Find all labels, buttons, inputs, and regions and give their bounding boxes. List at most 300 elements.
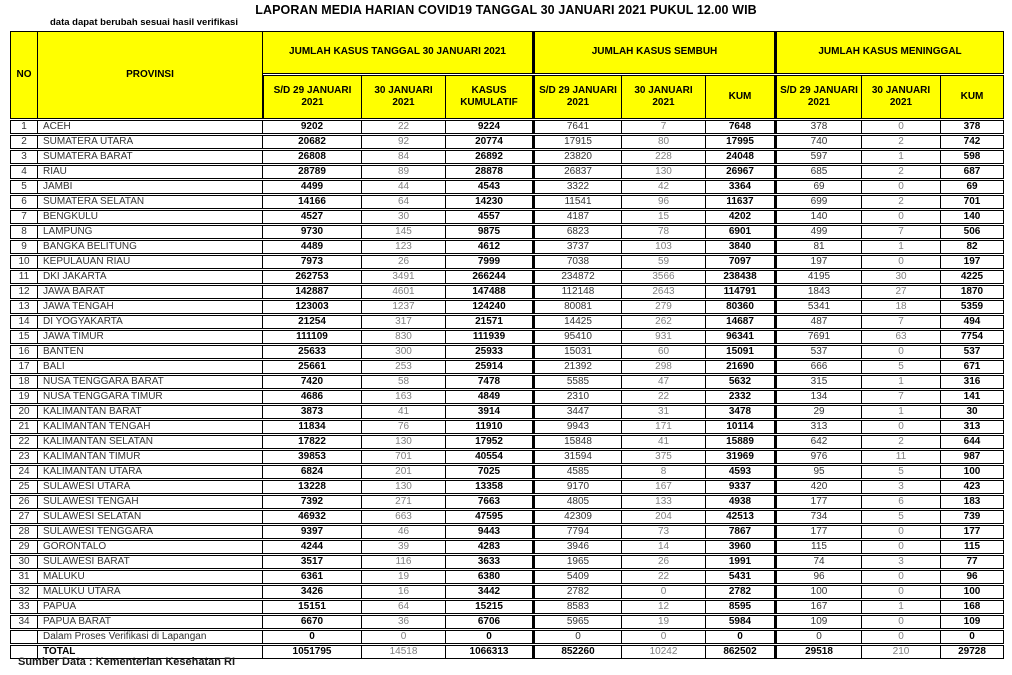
province-name: BENGKULU (38, 210, 263, 224)
header-meninggal-kum: KUM (941, 75, 1004, 119)
meninggal-30jan: 2 (862, 435, 941, 449)
meninggal-sd29: 115 (775, 540, 862, 554)
header-kasus-30jan: 30 JANUARI 2021 (362, 75, 446, 119)
meninggal-sd29: 313 (775, 420, 862, 434)
sembuh-30jan: 228 (622, 150, 706, 164)
sembuh-30jan: 12 (622, 600, 706, 614)
sembuh-kum: 15091 (706, 345, 775, 359)
kasus-30jan: 76 (362, 420, 446, 434)
sembuh-sd29: 7641 (533, 120, 622, 134)
verification-note: data dapat berubah sesuai hasil verifikasi (50, 17, 238, 28)
meninggal-30jan: 18 (862, 300, 941, 314)
province-name: KEPULAUAN RIAU (38, 255, 263, 269)
kasus-kumulatif: 4849 (446, 390, 533, 404)
sembuh-kum: 3840 (706, 240, 775, 254)
sembuh-sd29: 15031 (533, 345, 622, 359)
kasus-sd29: 13228 (263, 480, 362, 494)
table-row (10, 195, 1004, 209)
meninggal-sd29: 197 (775, 255, 862, 269)
province-name: JAWA BARAT (38, 285, 263, 299)
table-header (10, 31, 1004, 119)
meninggal-sd29: 0 (775, 630, 862, 644)
meninggal-kum: 109 (941, 615, 1004, 629)
meninggal-kum: 183 (941, 495, 1004, 509)
kasus-30jan: 46 (362, 525, 446, 539)
sembuh-kum: 10114 (706, 420, 775, 434)
meninggal-sd29: 537 (775, 345, 862, 359)
province-name: GORONTALO (38, 540, 263, 554)
meninggal-sd29: 487 (775, 315, 862, 329)
table-row (10, 300, 1004, 314)
meninggal-kum: 1870 (941, 285, 1004, 299)
province-name: SULAWESI BARAT (38, 555, 263, 569)
meninggal-30jan: 0 (862, 345, 941, 359)
sembuh-sd29: 3737 (533, 240, 622, 254)
kasus-kumulatif: 4557 (446, 210, 533, 224)
header-group-row (10, 31, 1004, 74)
meninggal-sd29: 81 (775, 240, 862, 254)
header-sembuh-sd29: S/D 29 JANUARI 2021 (533, 75, 622, 119)
sembuh-kum: 5984 (706, 615, 775, 629)
sembuh-kum: 96341 (706, 330, 775, 344)
sembuh-kum: 3960 (706, 540, 775, 554)
sembuh-30jan: 133 (622, 495, 706, 509)
province-name: SULAWESI TENGGARA (38, 525, 263, 539)
kasus-kumulatif: 9875 (446, 225, 533, 239)
sembuh-kum: 4938 (706, 495, 775, 509)
sembuh-30jan: 171 (622, 420, 706, 434)
meninggal-30jan: 210 (862, 645, 941, 659)
kasus-kumulatif: 40554 (446, 450, 533, 464)
table-row (10, 165, 1004, 179)
kasus-sd29: 111109 (263, 330, 362, 344)
row-number: 2 (10, 135, 38, 149)
meninggal-30jan: 7 (862, 315, 941, 329)
meninggal-30jan: 27 (862, 285, 941, 299)
sembuh-kum: 24048 (706, 150, 775, 164)
kasus-kumulatif: 6706 (446, 615, 533, 629)
meninggal-kum: 423 (941, 480, 1004, 494)
kasus-kumulatif: 4612 (446, 240, 533, 254)
sembuh-30jan: 0 (622, 630, 706, 644)
meninggal-sd29: 734 (775, 510, 862, 524)
meninggal-sd29: 315 (775, 375, 862, 389)
sembuh-30jan: 0 (622, 585, 706, 599)
meninggal-kum: 316 (941, 375, 1004, 389)
province-name: BANTEN (38, 345, 263, 359)
table-row (10, 240, 1004, 254)
province-name: SUMATERA UTARA (38, 135, 263, 149)
meninggal-30jan: 5 (862, 510, 941, 524)
province-name: BANGKA BELITUNG (38, 240, 263, 254)
meninggal-30jan: 2 (862, 165, 941, 179)
row-number: 26 (10, 495, 38, 509)
meninggal-kum: 671 (941, 360, 1004, 374)
header-meninggal-30jan: 30 JANUARI 2021 (862, 75, 941, 119)
kasus-kumulatif: 3633 (446, 555, 533, 569)
meninggal-sd29: 740 (775, 135, 862, 149)
province-name: KALIMANTAN BARAT (38, 405, 263, 419)
row-number: 1 (10, 120, 38, 134)
table-row (10, 285, 1004, 299)
meninggal-sd29: 140 (775, 210, 862, 224)
meninggal-30jan: 0 (862, 570, 941, 584)
sembuh-kum: 8595 (706, 600, 775, 614)
table-body (10, 120, 1004, 659)
sembuh-kum: 3478 (706, 405, 775, 419)
row-number: 20 (10, 405, 38, 419)
meninggal-sd29: 29518 (775, 645, 862, 659)
table-row (10, 270, 1004, 284)
kasus-30jan: 163 (362, 390, 446, 404)
meninggal-sd29: 96 (775, 570, 862, 584)
meninggal-kum: 197 (941, 255, 1004, 269)
sembuh-kum: 114791 (706, 285, 775, 299)
kasus-kumulatif: 7025 (446, 465, 533, 479)
kasus-sd29: 4527 (263, 210, 362, 224)
table-row (10, 435, 1004, 449)
sembuh-30jan: 47 (622, 375, 706, 389)
meninggal-sd29: 420 (775, 480, 862, 494)
sembuh-kum: 1991 (706, 555, 775, 569)
meninggal-kum: 77 (941, 555, 1004, 569)
table-row (10, 585, 1004, 599)
table-row (10, 510, 1004, 524)
sembuh-sd29: 6823 (533, 225, 622, 239)
row-number: 13 (10, 300, 38, 314)
sembuh-30jan: 15 (622, 210, 706, 224)
meninggal-30jan: 0 (862, 420, 941, 434)
row-number: 16 (10, 345, 38, 359)
table-row (10, 390, 1004, 404)
kasus-sd29: 17822 (263, 435, 362, 449)
kasus-kumulatif: 28878 (446, 165, 533, 179)
meninggal-kum: 168 (941, 600, 1004, 614)
kasus-sd29: 6824 (263, 465, 362, 479)
table-row (10, 615, 1004, 629)
sembuh-sd29: 23820 (533, 150, 622, 164)
meninggal-sd29: 167 (775, 600, 862, 614)
kasus-kumulatif: 4543 (446, 180, 533, 194)
meninggal-sd29: 100 (775, 585, 862, 599)
sembuh-kum: 6901 (706, 225, 775, 239)
kasus-30jan: 36 (362, 615, 446, 629)
province-name: TOTAL (38, 645, 263, 659)
meninggal-kum: 494 (941, 315, 1004, 329)
meninggal-kum: 0 (941, 630, 1004, 644)
kasus-kumulatif: 147488 (446, 285, 533, 299)
meninggal-sd29: 29 (775, 405, 862, 419)
meninggal-sd29: 5341 (775, 300, 862, 314)
meninggal-kum: 100 (941, 465, 1004, 479)
meninggal-30jan: 6 (862, 495, 941, 509)
sembuh-30jan: 7 (622, 120, 706, 134)
row-number: 23 (10, 450, 38, 464)
province-name: JAWA TIMUR (38, 330, 263, 344)
kasus-sd29: 7973 (263, 255, 362, 269)
meninggal-kum: 644 (941, 435, 1004, 449)
table-row (10, 345, 1004, 359)
meninggal-kum: 739 (941, 510, 1004, 524)
meninggal-kum: 742 (941, 135, 1004, 149)
sembuh-sd29: 42309 (533, 510, 622, 524)
page-title: LAPORAN MEDIA HARIAN COVID19 TANGGAL 30 JANUARI 2021 PUKUL 12.00 WIB (255, 3, 757, 17)
meninggal-30jan: 1 (862, 405, 941, 419)
sembuh-kum: 2782 (706, 585, 775, 599)
table-row (10, 210, 1004, 224)
kasus-sd29: 123003 (263, 300, 362, 314)
kasus-kumulatif: 11910 (446, 420, 533, 434)
kasus-sd29: 26808 (263, 150, 362, 164)
kasus-sd29: 9397 (263, 525, 362, 539)
province-name: JAMBI (38, 180, 263, 194)
kasus-kumulatif: 266244 (446, 270, 533, 284)
meninggal-kum: 313 (941, 420, 1004, 434)
kasus-30jan: 201 (362, 465, 446, 479)
table-row (10, 465, 1004, 479)
kasus-kumulatif: 47595 (446, 510, 533, 524)
kasus-30jan: 64 (362, 600, 446, 614)
sembuh-kum: 80360 (706, 300, 775, 314)
meninggal-sd29: 642 (775, 435, 862, 449)
kasus-30jan: 41 (362, 405, 446, 419)
sembuh-kum: 5431 (706, 570, 775, 584)
kasus-sd29: 7420 (263, 375, 362, 389)
sembuh-kum: 14687 (706, 315, 775, 329)
row-number: 12 (10, 285, 38, 299)
kasus-sd29: 6670 (263, 615, 362, 629)
meninggal-sd29: 7691 (775, 330, 862, 344)
meninggal-30jan: 0 (862, 615, 941, 629)
sembuh-kum: 238438 (706, 270, 775, 284)
kasus-30jan: 123 (362, 240, 446, 254)
kasus-30jan: 317 (362, 315, 446, 329)
kasus-sd29: 9202 (263, 120, 362, 134)
sembuh-kum: 4202 (706, 210, 775, 224)
meninggal-sd29: 685 (775, 165, 862, 179)
sembuh-30jan: 60 (622, 345, 706, 359)
province-name: JAWA TENGAH (38, 300, 263, 314)
province-name: SULAWESI TENGAH (38, 495, 263, 509)
meninggal-sd29: 499 (775, 225, 862, 239)
kasus-30jan: 22 (362, 120, 446, 134)
sembuh-kum: 2332 (706, 390, 775, 404)
meninggal-30jan: 11 (862, 450, 941, 464)
meninggal-sd29: 109 (775, 615, 862, 629)
province-name: PAPUA (38, 600, 263, 614)
meninggal-30jan: 2 (862, 195, 941, 209)
province-name: ACEH (38, 120, 263, 134)
kasus-kumulatif: 111939 (446, 330, 533, 344)
meninggal-sd29: 699 (775, 195, 862, 209)
sembuh-kum: 21690 (706, 360, 775, 374)
meninggal-30jan: 1 (862, 240, 941, 254)
meninggal-sd29: 177 (775, 495, 862, 509)
sembuh-30jan: 22 (622, 390, 706, 404)
meninggal-sd29: 134 (775, 390, 862, 404)
kasus-kumulatif: 7999 (446, 255, 533, 269)
kasus-kumulatif: 15215 (446, 600, 533, 614)
table-row (10, 315, 1004, 329)
sembuh-sd29: 21392 (533, 360, 622, 374)
table-row (10, 135, 1004, 149)
sembuh-kum: 11637 (706, 195, 775, 209)
row-number: 5 (10, 180, 38, 194)
kasus-kumulatif: 3914 (446, 405, 533, 419)
kasus-30jan: 271 (362, 495, 446, 509)
table-row (10, 525, 1004, 539)
sembuh-sd29: 31594 (533, 450, 622, 464)
row-number: 30 (10, 555, 38, 569)
province-name: DI YOGYAKARTA (38, 315, 263, 329)
covid-report-table (10, 30, 1004, 660)
meninggal-30jan: 5 (862, 360, 941, 374)
covid-report-table-container (10, 30, 1004, 660)
sembuh-sd29: 7038 (533, 255, 622, 269)
kasus-30jan: 253 (362, 360, 446, 374)
kasus-30jan: 145 (362, 225, 446, 239)
header-group-meninggal: JUMLAH KASUS MENINGGAL (775, 31, 1004, 74)
sembuh-30jan: 103 (622, 240, 706, 254)
province-name: SULAWESI SELATAN (38, 510, 263, 524)
meninggal-kum: 69 (941, 180, 1004, 194)
sembuh-30jan: 204 (622, 510, 706, 524)
kasus-sd29: 262753 (263, 270, 362, 284)
row-number: 8 (10, 225, 38, 239)
row-number: 6 (10, 195, 38, 209)
meninggal-kum: 30 (941, 405, 1004, 419)
sembuh-sd29: 852260 (533, 645, 622, 659)
meninggal-kum: 4225 (941, 270, 1004, 284)
sembuh-kum: 5632 (706, 375, 775, 389)
kasus-kumulatif: 124240 (446, 300, 533, 314)
kasus-sd29: 6361 (263, 570, 362, 584)
meninggal-kum: 506 (941, 225, 1004, 239)
meninggal-sd29: 597 (775, 150, 862, 164)
meninggal-30jan: 5 (862, 465, 941, 479)
header-group-sembuh: JUMLAH KASUS SEMBUH (533, 31, 775, 74)
kasus-sd29: 28789 (263, 165, 362, 179)
meninggal-sd29: 4195 (775, 270, 862, 284)
kasus-30jan: 130 (362, 435, 446, 449)
meninggal-30jan: 63 (862, 330, 941, 344)
province-name: KALIMANTAN TENGAH (38, 420, 263, 434)
kasus-kumulatif: 20774 (446, 135, 533, 149)
row-number: 10 (10, 255, 38, 269)
kasus-30jan: 3491 (362, 270, 446, 284)
kasus-kumulatif: 6380 (446, 570, 533, 584)
meninggal-sd29: 95 (775, 465, 862, 479)
meninggal-kum: 598 (941, 150, 1004, 164)
sembuh-sd29: 112148 (533, 285, 622, 299)
province-name: NUSA TENGGARA TIMUR (38, 390, 263, 404)
row-number: 9 (10, 240, 38, 254)
sembuh-sd29: 5965 (533, 615, 622, 629)
meninggal-kum: 7754 (941, 330, 1004, 344)
sembuh-30jan: 167 (622, 480, 706, 494)
sembuh-sd29: 11541 (533, 195, 622, 209)
row-number: 21 (10, 420, 38, 434)
table-row (10, 360, 1004, 374)
kasus-30jan: 89 (362, 165, 446, 179)
kasus-30jan: 19 (362, 570, 446, 584)
kasus-30jan: 4601 (362, 285, 446, 299)
meninggal-30jan: 0 (862, 540, 941, 554)
kasus-kumulatif: 3442 (446, 585, 533, 599)
sembuh-30jan: 262 (622, 315, 706, 329)
sembuh-sd29: 4805 (533, 495, 622, 509)
meninggal-30jan: 0 (862, 180, 941, 194)
row-number: 7 (10, 210, 38, 224)
meninggal-sd29: 1843 (775, 285, 862, 299)
meninggal-30jan: 0 (862, 585, 941, 599)
table-row (10, 420, 1004, 434)
table-row (10, 255, 1004, 269)
sembuh-30jan: 2643 (622, 285, 706, 299)
sembuh-30jan: 80 (622, 135, 706, 149)
meninggal-sd29: 976 (775, 450, 862, 464)
sembuh-sd29: 5585 (533, 375, 622, 389)
row-number: 3 (10, 150, 38, 164)
meninggal-kum: 29728 (941, 645, 1004, 659)
header-sembuh-30jan: 30 JANUARI 2021 (622, 75, 706, 119)
sembuh-30jan: 59 (622, 255, 706, 269)
sembuh-kum: 7867 (706, 525, 775, 539)
table-row (10, 405, 1004, 419)
meninggal-kum: 96 (941, 570, 1004, 584)
sembuh-30jan: 298 (622, 360, 706, 374)
row-number: 14 (10, 315, 38, 329)
meninggal-kum: 140 (941, 210, 1004, 224)
row-number: 22 (10, 435, 38, 449)
meninggal-30jan: 3 (862, 555, 941, 569)
sembuh-kum: 9337 (706, 480, 775, 494)
sembuh-sd29: 15848 (533, 435, 622, 449)
meninggal-30jan: 3 (862, 480, 941, 494)
row-number: 27 (10, 510, 38, 524)
kasus-kumulatif: 26892 (446, 150, 533, 164)
meninggal-sd29: 378 (775, 120, 862, 134)
kasus-kumulatif: 9443 (446, 525, 533, 539)
sembuh-kum: 17995 (706, 135, 775, 149)
row-number: 34 (10, 615, 38, 629)
meninggal-30jan: 0 (862, 630, 941, 644)
row-number: 32 (10, 585, 38, 599)
sembuh-30jan: 26 (622, 555, 706, 569)
meninggal-kum: 687 (941, 165, 1004, 179)
table-row (10, 150, 1004, 164)
kasus-sd29: 25661 (263, 360, 362, 374)
meninggal-sd29: 74 (775, 555, 862, 569)
kasus-sd29: 20682 (263, 135, 362, 149)
table-row (10, 225, 1004, 239)
sembuh-sd29: 80081 (533, 300, 622, 314)
meninggal-30jan: 1 (862, 150, 941, 164)
sembuh-sd29: 9170 (533, 480, 622, 494)
province-name: BALI (38, 360, 263, 374)
sembuh-kum: 7097 (706, 255, 775, 269)
kasus-30jan: 26 (362, 255, 446, 269)
row-number: 19 (10, 390, 38, 404)
kasus-30jan: 39 (362, 540, 446, 554)
province-name: MALUKU (38, 570, 263, 584)
kasus-kumulatif: 4283 (446, 540, 533, 554)
row-number: 28 (10, 525, 38, 539)
sembuh-kum: 4593 (706, 465, 775, 479)
meninggal-kum: 701 (941, 195, 1004, 209)
meninggal-kum: 987 (941, 450, 1004, 464)
sembuh-sd29: 5409 (533, 570, 622, 584)
